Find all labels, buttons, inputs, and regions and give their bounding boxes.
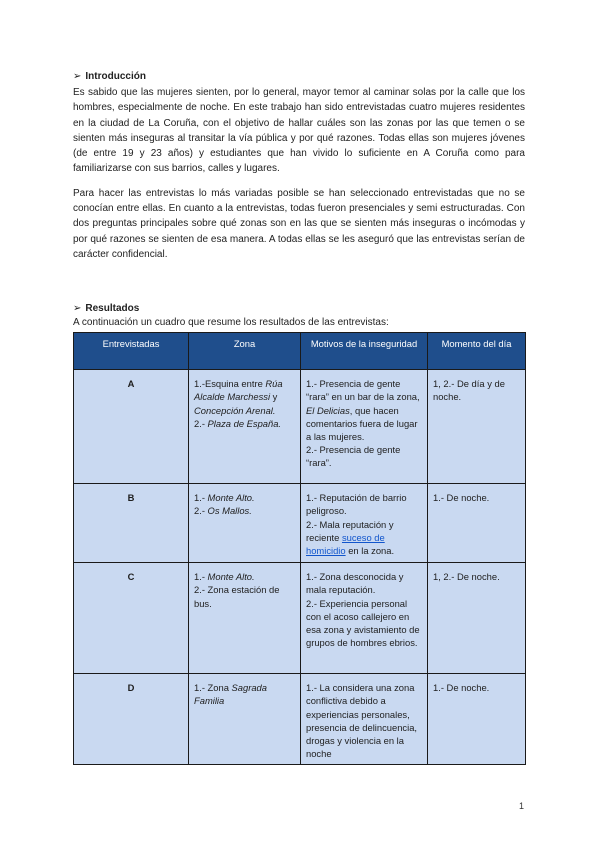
zona-cell bbox=[189, 370, 301, 484]
momento-cell: 1.- De noche. bbox=[428, 674, 526, 765]
momento-cell: 1, 2.- De noche. bbox=[428, 563, 526, 674]
zona-cell bbox=[189, 674, 301, 765]
page-number: 1 bbox=[519, 801, 525, 811]
table-row bbox=[74, 484, 526, 563]
table-row bbox=[74, 674, 526, 765]
zona-text: Rúa Alcalde Marchessi bbox=[194, 378, 283, 403]
momento-cell: 1.- De noche. bbox=[428, 484, 526, 563]
zona-text: 1.- Zona bbox=[194, 682, 232, 694]
table-header-row bbox=[74, 333, 526, 370]
motivos-text: 2.- Mala reputación y reciente bbox=[306, 518, 394, 543]
zona-text: y bbox=[270, 391, 278, 403]
zona-text: Sagrada Familia bbox=[194, 682, 267, 707]
intro-paragraph-2: Para hacer las entrevistas lo más variadas posible se han seleccionado entrevistadas que no se conocían entre ellas. En cuanto a la entrevistas, todas fueron presenciales y semi estructuradas. Con dos preguntas principales sobre qué zonas son en las que se sienten más inseguras o incómodas y por qué razones se sienten de esa manera. A todas ellas se les aseguró que las entrevistas serían de carácter confidencial. bbox=[73, 187, 525, 260]
zona-text: 1.- bbox=[194, 492, 208, 504]
arrow-bullet-icon: ➢ bbox=[73, 71, 82, 82]
motivos-cell bbox=[301, 484, 428, 563]
motivos-cell bbox=[301, 674, 428, 765]
zona-text: 2.- Zona estación de bus. bbox=[194, 584, 280, 609]
motivos-text: 2.- Presencia de gente “rara”. bbox=[306, 444, 401, 469]
results-table bbox=[73, 332, 526, 765]
zona-text: 1.- bbox=[194, 571, 208, 583]
intro-heading: ➢ Introducción bbox=[73, 71, 146, 82]
results-heading: ➢ Resultados bbox=[73, 303, 140, 315]
intro-paragraph-1: Es sabido que las mujeres sienten, por lo general, mayor temor al caminar solas por la calle que los hombres, especialmente de noche. En este trabajo han sido entrevistadas cuatro mujeres residentes en la ciudad de La Coruña, con el objetivo de hallar cuáles son las zonas por las que temen o se sienten más inseguras al transitar la vía pública y por qué razones. Todas ellas son mujeres jóvenes (de entre 19 y 23 años) y estudiantes que han vivido lo suficiente en A Coruña como para familiarizarse con sus barrios, calles y lugares. bbox=[73, 87, 525, 175]
zona-text: Concepción Arenal. bbox=[194, 404, 276, 416]
column-header-zona: Zona bbox=[189, 333, 301, 370]
motivos-text: 1.- Zona desconocida y mala reputación. bbox=[306, 571, 404, 596]
motivos-text: 1.- Presencia de gente “rara” en un bar de la zona, bbox=[306, 378, 420, 403]
zona-cell bbox=[189, 484, 301, 563]
column-header-entrevistadas: Entrevistadas bbox=[74, 333, 189, 370]
motivos-text: 1.- La considera una zona conflictiva debido a experiencias personales, presencia de delincuencia, drogas y violencia en la noche bbox=[306, 682, 418, 760]
interviewee-id: B bbox=[74, 484, 189, 563]
zona-text: 1.-Esquina entre bbox=[194, 378, 266, 390]
zona-text: Monte Alto. bbox=[207, 492, 255, 504]
column-header-momento: Momento del día bbox=[428, 333, 526, 370]
document-page bbox=[73, 70, 525, 765]
table-row bbox=[74, 370, 526, 484]
column-header-motivos: Motivos de la inseguridad bbox=[301, 333, 428, 370]
interviewee-id: C bbox=[74, 563, 189, 674]
zona-text: Monte Alto. bbox=[207, 571, 255, 583]
motivos-text: , que hacen comentarios fuera de lugar a las mujeres. bbox=[306, 404, 418, 443]
zona-text: Plaza de España. bbox=[207, 417, 282, 429]
zona-text: 2.- bbox=[194, 505, 208, 517]
motivos-cell bbox=[301, 563, 428, 674]
zona-text: Os Mallos. bbox=[207, 505, 252, 517]
motivos-text: 1.- Reputación de barrio peligroso. bbox=[306, 492, 407, 517]
motivos-text: 2.- Experiencia personal con el acoso callejero en esa zona y avistamiento de grupos de hombres ebrios. bbox=[306, 597, 420, 649]
motivos-text: en la zona. bbox=[345, 545, 395, 557]
zona-cell bbox=[189, 563, 301, 674]
momento-cell: 1, 2.- De día y de noche. bbox=[428, 370, 526, 484]
interviewee-id: A bbox=[74, 370, 189, 484]
news-link[interactable]: suceso de homicidio bbox=[306, 531, 385, 557]
motivos-text: El Delicias bbox=[306, 404, 350, 416]
interviewee-id: D bbox=[74, 674, 189, 765]
table-caption: A continuación un cuadro que resume los resultados de las entrevistas: bbox=[73, 317, 389, 329]
motivos-cell bbox=[301, 370, 428, 484]
arrow-bullet-icon: ➢ bbox=[73, 303, 82, 315]
zona-text: 2.- bbox=[194, 417, 208, 429]
table-row bbox=[74, 563, 526, 674]
